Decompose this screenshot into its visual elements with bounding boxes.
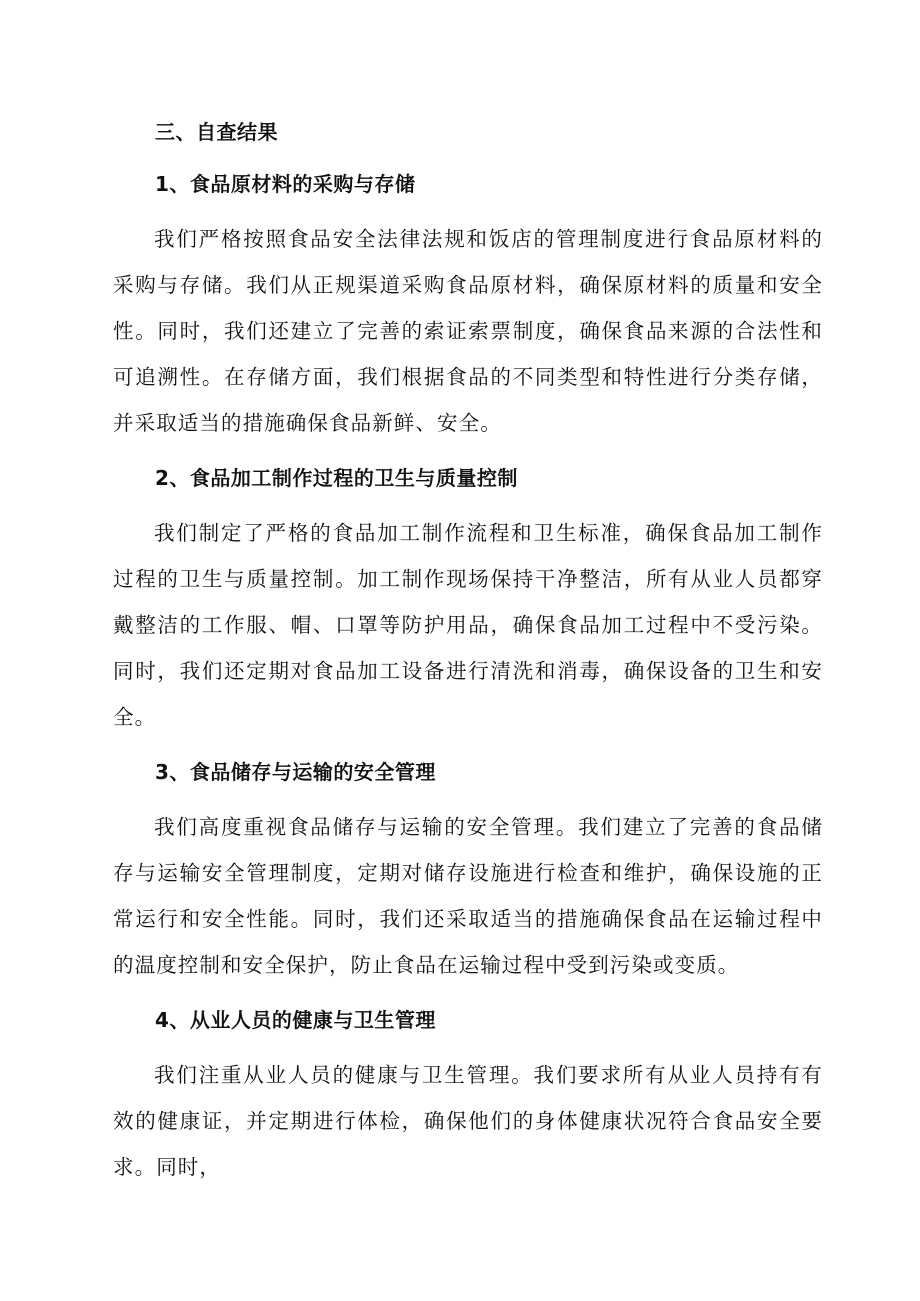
item-heading-4: 4、从业人员的健康与卫生管理 (155, 1008, 436, 1032)
document-content (113, 112, 823, 1190)
item-heading-1: 1、食品原材料的采购与存储 (155, 172, 416, 196)
item-heading-2: 2、食品加工制作过程的卫生与质量控制 (155, 466, 518, 490)
item-paragraph-4: 我们注重从业人员的健康与卫生管理。我们要求所有从业人员持有有效的健康证，并定期进行体检，确保他们的身体健康状况符合食品安全要求。同时， (113, 1063, 823, 1179)
item-paragraph-1: 我们严格按照食品安全法律法规和饭店的管理制度进行食品原材料的采购与存储。我们从正规渠道采购食品原材料，确保原材料的质量和安全性。同时，我们还建立了完善的索证索票制度，确保食品来源的合法性和可追溯性。在存储方面，我们根据食品的不同类型和特性进行分类存储，并采取适当的措施确保食品新鲜、安全。 (113, 227, 823, 435)
item-heading-3: 3、食品储存与运输的安全管理 (155, 760, 436, 784)
section-title: 三、自查结果 (155, 120, 278, 144)
item-paragraph-3: 我们高度重视食品储存与运输的安全管理。我们建立了完善的食品储存与运输安全管理制度，定期对储存设施进行检查和维护，确保设施的正常运行和安全性能。同时，我们还采取适当的措施确保食品在运输过程中的温度控制和安全保护，防止食品在运输过程中受到污染或变质。 (113, 815, 823, 977)
item-paragraph-2: 我们制定了严格的食品加工制作流程和卫生标准，确保食品加工制作过程的卫生与质量控制。加工制作现场保持干净整洁，所有从业人员都穿戴整洁的工作服、帽、口罩等防护用品，确保食品加工过程中不受污染。同时，我们还定期对食品加工设备进行清洗和消毒，确保设备的卫生和安全。 (113, 521, 823, 729)
